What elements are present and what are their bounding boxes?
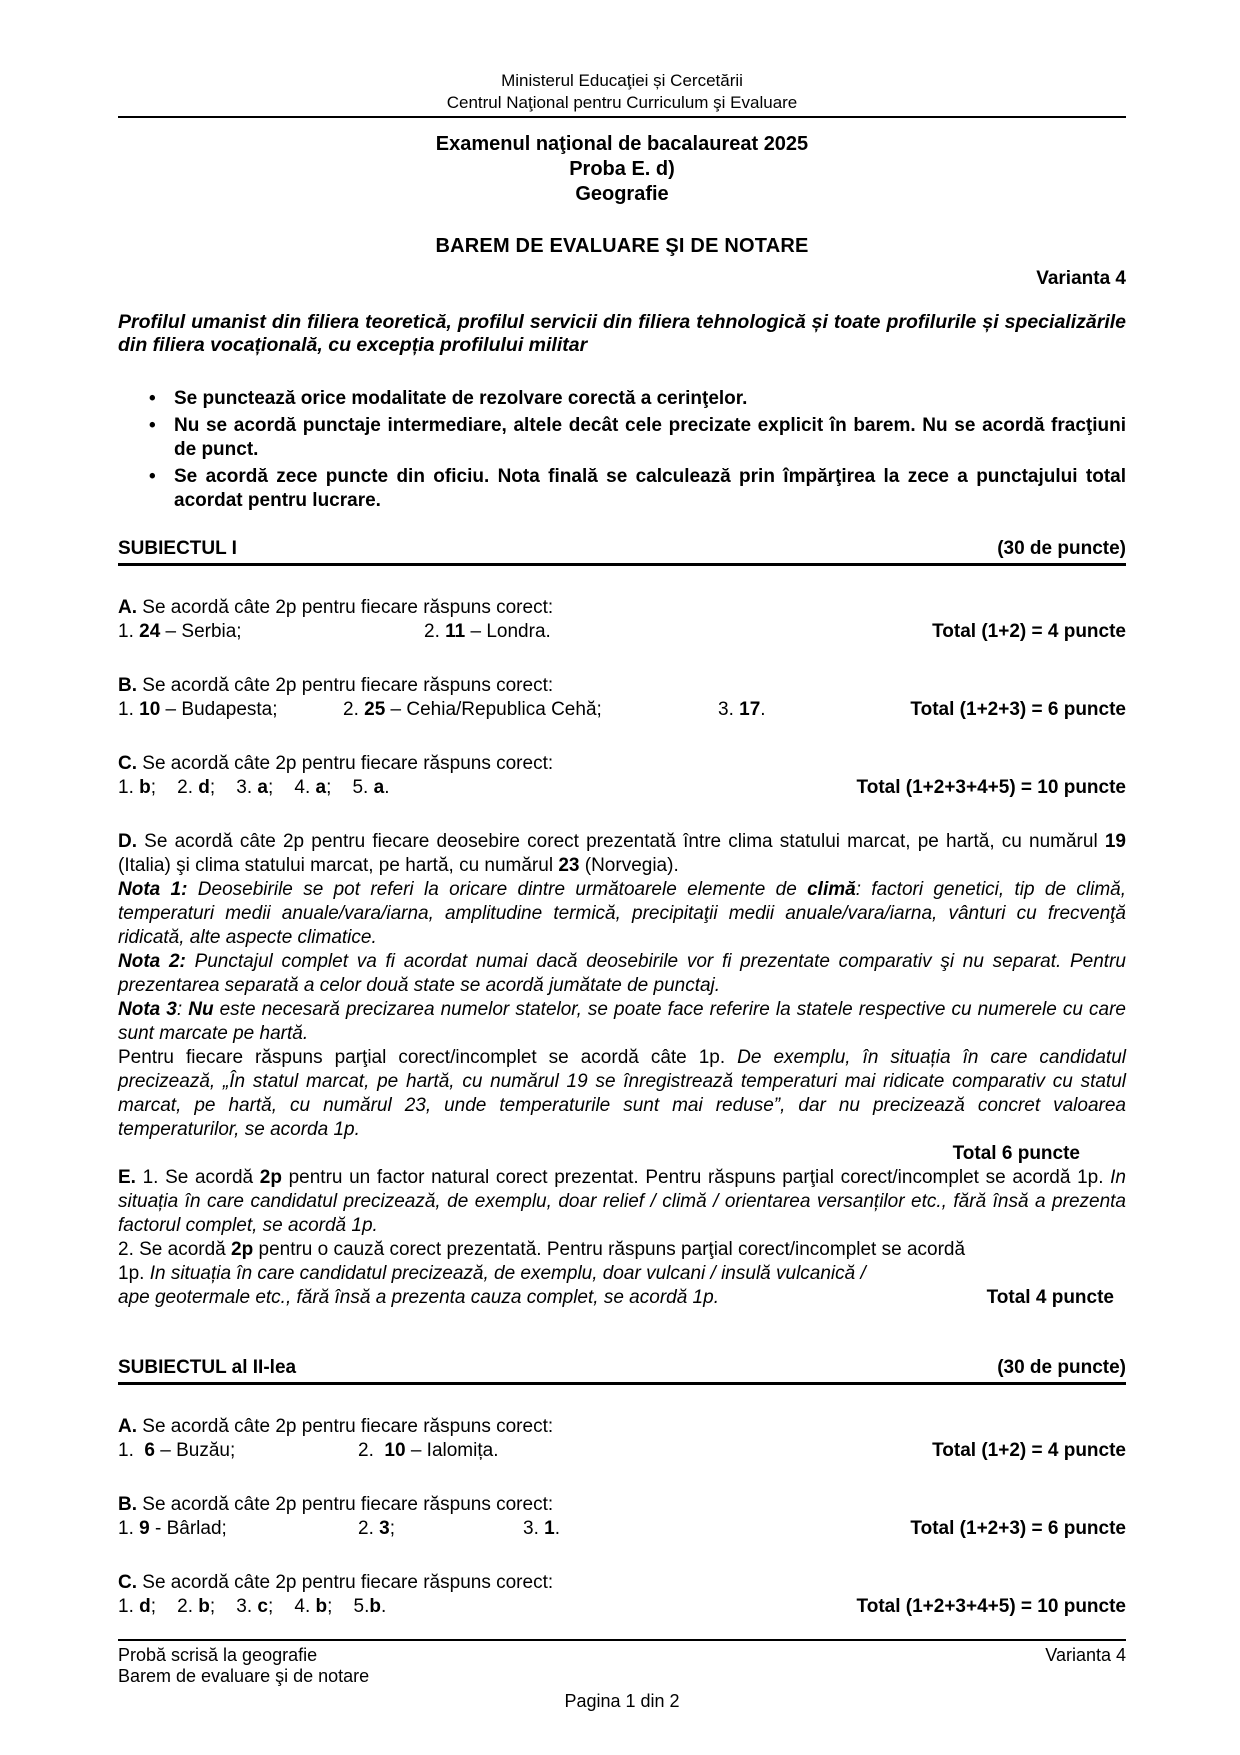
- subject1-c-answers-row: [118, 776, 1126, 800]
- subject1-e-item2-line1: 2. Se acordă 2p pentru o cauză corect prezentată. Pentru răspuns parţial corect/incomplet se acordă: [118, 1239, 966, 1260]
- subject2-points: (30 de puncte): [997, 1357, 1126, 1378]
- subject2-title: SUBIECTUL al II-lea: [118, 1357, 297, 1378]
- subject1-b-answer-1: 1. 10 – Budapesta;: [118, 699, 278, 720]
- general-rule-item-3: • Se acordă zece puncte din oficiu. Nota finală se calculează prin împărţirea la zece a punctajului total acordat pentru lucrare.: [118, 465, 1126, 513]
- subject2-b-answers-row: [118, 1517, 1126, 1541]
- page-footer: [118, 1639, 1126, 1712]
- subject1-a-answer-1: 1. 24 – Serbia;: [118, 621, 242, 642]
- footer-page-number: Pagina 1 din 2: [564, 1691, 680, 1711]
- subject1-points: (30 de puncte): [997, 538, 1126, 559]
- barem-title: BAREM DE EVALUARE ŞI DE NOTARE: [435, 235, 809, 257]
- footer-proba: Probă scrisă la geografie: [118, 1645, 318, 1665]
- exam-subject: Geografie: [575, 183, 669, 205]
- subject2-section-a: [118, 1415, 1126, 1463]
- subject2-a-answer-1: 1. 6 – Buzău;: [118, 1440, 236, 1461]
- subject2-b-intro: B. Se acordă câte 2p pentru fiecare răspuns corect:: [118, 1494, 554, 1515]
- subject1-d-total: Total 6 puncte: [952, 1143, 1080, 1164]
- subject2-section-b: [118, 1493, 1126, 1541]
- subject1-d-partial-note: Pentru fiecare răspuns parţial corect/incomplet se acordă câte 1p. De exemplu, în situația în care candidatul precizează, „În statul marcat, pe hartă, cu numărul 19 se înregistrează temperaturi mai ridicate comparativ cu statul marcat, pe hartă, cu numărul 23, unde temperaturile sunt mai reduse”, dar nu precizează concret valoarea temperaturilor, se acorda 1p.: [118, 1047, 1126, 1140]
- subject2-c-intro: C. Se acordă câte 2p pentru fiecare răspuns corect:: [118, 1572, 554, 1593]
- subject1-section-a: [118, 596, 1126, 644]
- subject2-a-answers-row: [118, 1439, 1126, 1463]
- subject1-b-answer-2: 2. 25 – Cehia/Republica Cehă;: [343, 699, 602, 720]
- general-rules-list: [118, 387, 1126, 513]
- subject2-b-answer-2: 2. 3;: [358, 1518, 395, 1539]
- subject1-e-item2-line3-row: [118, 1286, 1126, 1310]
- subject1-e-item1: E. 1. Se acordă 2p pentru un factor natural corect prezentat. Pentru răspuns parţial corect/incomplet se acordă 1p. In situația în care candidatul precizează, de exemplu, doar relief / climă / orientarea versanților etc., fără însă a prezenta factorul complet, se acordă 1p.: [118, 1167, 1127, 1236]
- subject1-section-b: [118, 674, 1126, 722]
- subject1-section-c: [118, 752, 1126, 800]
- footer-variant: Varianta 4: [1045, 1645, 1126, 1665]
- general-rule-item-1: • Se punctează orice modalitate de rezolvare corectă a cerinţelor.: [118, 387, 1126, 411]
- subject1-b-answers-row: [118, 698, 1126, 722]
- profile-note: Profilul umanist din filiera teoretică, profilul servicii din filiera tehnologică și toate profilurile și specializările din filiera vocațională, cu excepția profilului militar: [118, 311, 1126, 356]
- subject1-b-intro: B. Se acordă câte 2p pentru fiecare răspuns corect:: [118, 675, 554, 696]
- subject1-d-nota2: Nota 2: Punctajul complet va fi acordat numai dacă deosebirile vor fi prezentate comparativ şi nu separat. Pentru prezentarea separată a celor două state se acordă jumătate de punctaj.: [118, 951, 1126, 996]
- subject2-a-answer-2: 2. 10 – Ialomița.: [358, 1440, 499, 1461]
- subject1-a-answer-2: 2. 11 – Londra.: [424, 621, 551, 642]
- subject2-b-total: Total (1+2+3) = 6 puncte: [910, 1518, 1126, 1539]
- ministry-name: Ministerul Educaţiei și Cercetării: [501, 71, 743, 90]
- subject1-c-total: Total (1+2+3+4+5) = 10 puncte: [856, 777, 1126, 798]
- subject2-heading: [118, 1356, 1126, 1385]
- subject2-c-total: Total (1+2+3+4+5) = 10 puncte: [856, 1596, 1126, 1617]
- subject2-a-intro: A. Se acordă câte 2p pentru fiecare răspuns corect:: [118, 1416, 554, 1437]
- subject1-e-item2-line2: 1p. In situația în care candidatul precizează, de exemplu, doar vulcani / insulă vulcanică /: [118, 1263, 866, 1284]
- org-header: [118, 70, 1126, 114]
- subject1-section-d: [118, 830, 1126, 1166]
- subject1-e-item2-line3: ape geotermale etc., fără însă a prezenta cauza complet, se acordă 1p.: [118, 1287, 719, 1308]
- footer-barem: Barem de evaluare şi de notare: [118, 1666, 370, 1686]
- subject2-c-answers: 1. d; 2. b; 3. c; 4. b; 5.b.: [118, 1596, 387, 1617]
- subject1-b-answer-3: 3. 17.: [718, 699, 766, 720]
- subject1-a-answers-row: [118, 620, 1126, 644]
- subject1-heading: [118, 537, 1126, 566]
- variant-label: Varianta 4: [1036, 268, 1126, 289]
- subject1-title: SUBIECTUL I: [118, 538, 237, 559]
- exam-title: Examenul naţional de bacalaureat 2025: [435, 133, 809, 155]
- footer-row: [118, 1645, 1126, 1666]
- subject1-c-intro: C. Se acordă câte 2p pentru fiecare răspuns corect:: [118, 753, 554, 774]
- exam-title-block: [118, 132, 1126, 207]
- general-rule-item-2: • Nu se acordă punctaje intermediare, altele decât cele precizate explicit în barem. Nu se acordă fracţiuni de punct.: [118, 414, 1126, 462]
- exam-proba: Proba E. d): [569, 158, 675, 180]
- subject2-b-answer-3: 3. 1.: [523, 1518, 560, 1539]
- subject1-a-total: Total (1+2) = 4 puncte: [932, 621, 1126, 642]
- subject1-d-paragraph: D. Se acordă câte 2p pentru fiecare deosebire corect prezentată între clima statului marcat, pe hartă, cu numărul 19 (Italia) şi clima statului marcat, pe hartă, cu numărul 23 (Norvegia).: [118, 831, 1126, 876]
- subject2-section-c: [118, 1571, 1126, 1619]
- subject1-d-nota3: Nota 3: Nu este necesară precizarea numelor statelor, se poate face referire la statele respective cu numerele cu care sunt marcate pe hartă.: [118, 999, 1126, 1044]
- subject2-c-answers-row: [118, 1595, 1126, 1619]
- subject1-a-intro: A. Se acordă câte 2p pentru fiecare răspuns corect:: [118, 597, 554, 618]
- subject2-a-total: Total (1+2) = 4 puncte: [932, 1440, 1126, 1461]
- subject1-e-total: Total 4 puncte: [986, 1287, 1114, 1308]
- subject1-b-total: Total (1+2+3) = 6 puncte: [910, 699, 1126, 720]
- subject1-d-nota1: Nota 1: Deosebirile se pot referi la oricare dintre următoarele elemente de climă: factori genetici, tip de climă, temperaturi medii anuale/vara/iarna, amplitudine termică, precipitaţii medii anuale/vara/iarna, vânturi cu frecvenţă ridicată, alte aspecte climatice.: [118, 879, 1127, 948]
- subject1-c-answers: 1. b; 2. d; 3. a; 4. a; 5. a.: [118, 777, 390, 798]
- center-name: Centrul Naţional pentru Curriculum şi Evaluare: [446, 93, 798, 112]
- subject2-b-answer-1: 1. 9 - Bârlad;: [118, 1518, 227, 1539]
- subject1-section-e: [118, 1166, 1126, 1310]
- header-divider: [118, 116, 1126, 118]
